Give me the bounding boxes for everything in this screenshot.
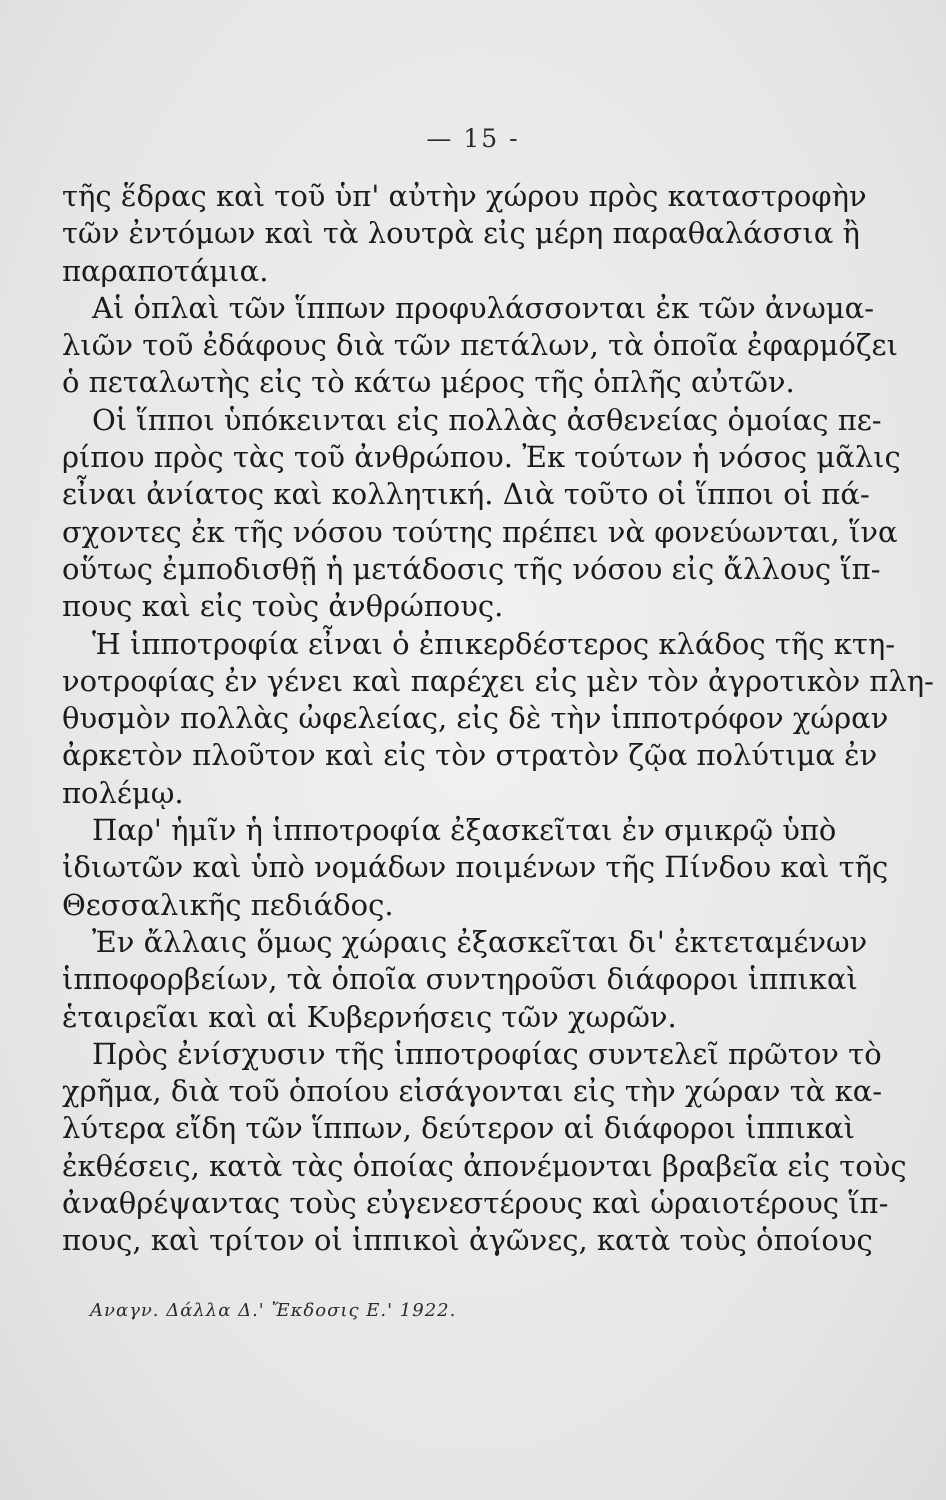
paragraph-start-line: Αἱ ὁπλαὶ τῶν ἵππων προφυλάσσονται ἐκ τῶν ἀνωμα-	[92, 290, 875, 325]
text-line: ἐκθέσεις, κατὰ τὰς ὁποίας ἀπονέμονται βραβεῖα εἰς τοὺς	[62, 1148, 907, 1183]
text-line: τῶν ἐντόμων καὶ τὰ λουτρὰ εἰς μέρη παραθαλάσσια ἢ	[62, 216, 860, 251]
text-line: οὕτως ἐμποδισθῇ ἡ μετάδοσις τῆς νόσου εἰς ἄλλους ἵπ-	[62, 551, 881, 586]
text-line: νοτροφίας ἐν γένει καὶ παρέχει εἰς μὲν τὸν ἀγροτικὸν πλη-	[62, 663, 934, 698]
text-line: Θεσσαλικῆς πεδιάδος.	[62, 887, 394, 922]
text-line: πους, καὶ τρίτον οἱ ἱππικοὶ ἀγῶνες, κατὰ τοὺς ὁποίους	[62, 1223, 873, 1258]
text-line: ἀναθρέψαντας τοὺς εὐγενεστέρους καὶ ὡραιοτέρους ἵπ-	[62, 1186, 889, 1221]
text-line: παραποτάμια.	[62, 253, 269, 288]
text-line: ἰδιωτῶν καὶ ὑπὸ νομάδων ποιμένων τῆς Πίνδου καὶ τῆς	[62, 850, 889, 885]
paragraph-start-line: Παρ' ἡμῖν ἡ ἱπποτροφία ἐξασκεῖται ἐν σμικρῷ ὑπὸ	[92, 813, 837, 848]
text-line: ρίπου πρὸς τὰς τοῦ ἀνθρώπου. Ἐκ τούτων ἡ νόσος μᾶλις	[62, 440, 901, 475]
text-line: ἀρκετὸν πλοῦτον καὶ εἰς τὸν στρατὸν ζῷα πολύτιμα ἐν	[62, 738, 878, 773]
paragraph-start-line: Πρὸς ἐνίσχυσιν τῆς ἱπποτροφίας συντελεῖ πρῶτον τὸ	[92, 1036, 882, 1071]
text-line: σχοντες ἐκ τῆς νόσου τούτης πρέπει νὰ φονεύωνται, ἵνα	[62, 514, 898, 549]
text-line: τῆς ἕδρας καὶ τοῦ ὑπ' αὐτὴν χώρου πρὸς καταστροφὴν	[62, 179, 867, 213]
text-line: πολέμῳ.	[62, 775, 184, 810]
text-line: χρῆμα, διὰ τοῦ ὁποίου εἰσάγονται εἰς τὴν χώραν τὰ κα-	[62, 1074, 883, 1109]
paragraph-start-line: Ἐν ἄλλαις ὅμως χώραις ἐξασκεῖται δι' ἐκτεταμένων	[92, 924, 868, 959]
text-line: λύτερα εἴδη τῶν ἵππων, δεύτερον αἱ διάφοροι ἱππικαὶ	[62, 1111, 856, 1146]
text-line: ἑταιρεῖαι καὶ αἱ Κυβερνήσεις τῶν χωρῶν.	[62, 999, 677, 1034]
text-line: εἶναι ἀνίατος καὶ κολλητική. Διὰ τοῦτο οἱ ἵπποι οἱ πά-	[62, 477, 870, 512]
printer-footer-note: Αναγν. Δάλλα Δ.' Ἔκδοσις Ε.' 1922.	[90, 1300, 457, 1321]
paragraph-start-line: Ἡ ἱπποτροφία εἶναι ὁ ἐπικερδέστερος κλάδος τῆς κτη-	[92, 626, 896, 661]
text-line: θυσμὸν πολλὰς ὠφελείας, εἰς δὲ τὴν ἱπποτρόφον χώραν	[62, 701, 889, 736]
text-line: λιῶν τοῦ ἐδάφους διὰ τῶν πετάλων, τὰ ὁποῖα ἐφαρμόζει	[62, 328, 898, 363]
text-line: ὁ πεταλωτὴς εἰς τὸ κάτω μέρος τῆς ὁπλῆς αὐτῶν.	[62, 365, 795, 400]
body-text	[62, 178, 934, 1260]
page-number: — 15 -	[426, 124, 520, 153]
paragraph-start-line: Οἱ ἵπποι ὑπόκεινται εἰς πολλὰς ἀσθενείας ὁμοίας πε-	[92, 402, 882, 437]
text-line: πους καὶ εἰς τοὺς ἀνθρώπους.	[62, 589, 504, 624]
text-line: ἱπποφορβείων, τὰ ὁποῖα συντηροῦσι διάφοροι ἱππικαὶ	[62, 962, 858, 997]
